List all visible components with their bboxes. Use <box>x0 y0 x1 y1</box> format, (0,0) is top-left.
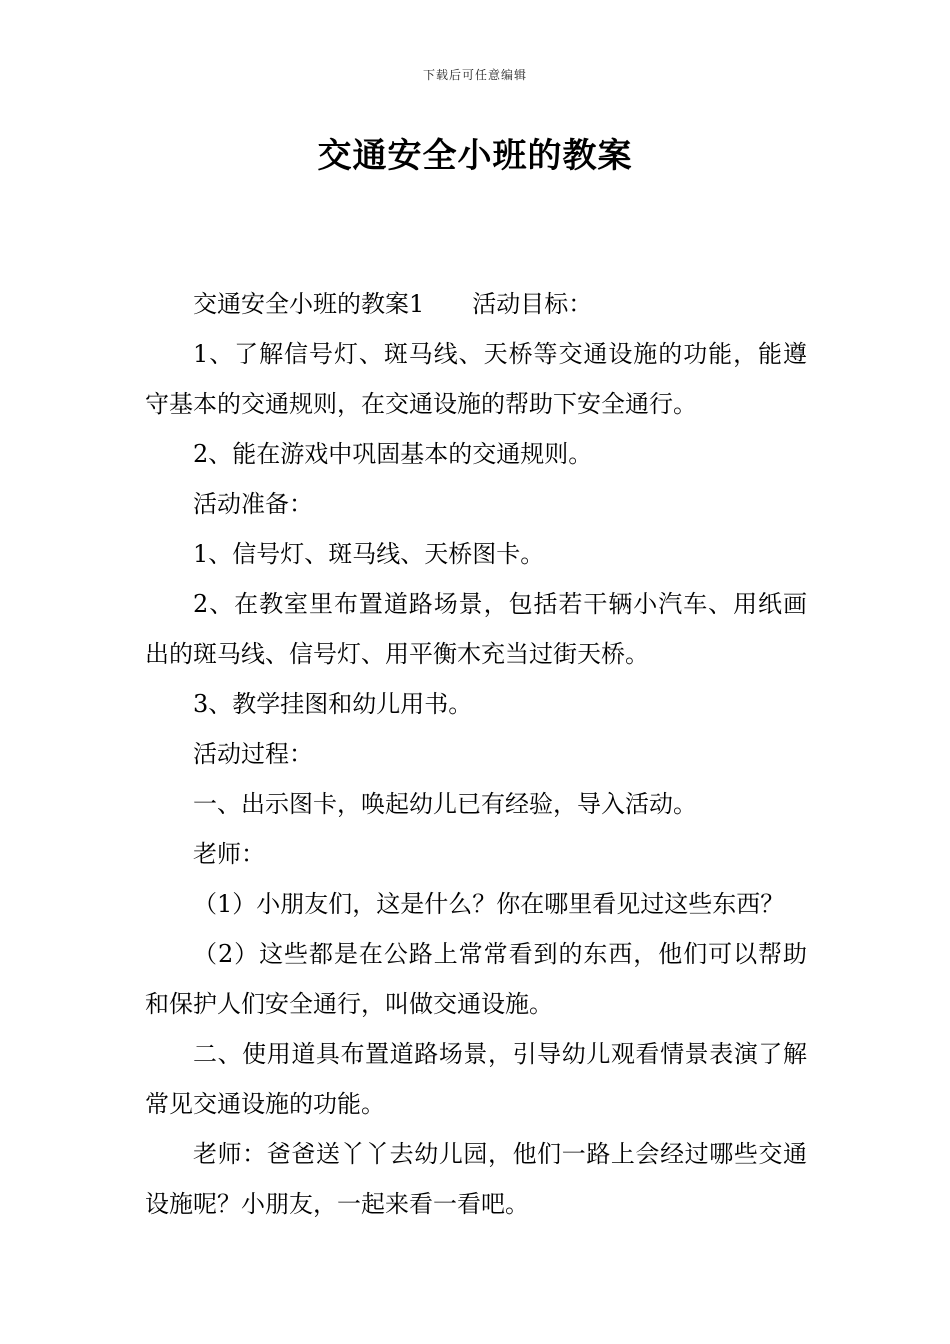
paragraph-process-step-2: 二、使用道具布置道路场景，引导幼儿观看情景表演了解常见交通设施的功能。 <box>145 1040 807 1118</box>
paragraph-prep-heading: 活动准备： <box>193 490 313 518</box>
paragraph-prep-1: 1、信号灯、斑马线、天桥图卡。 <box>193 540 545 568</box>
paragraph-question-1: （1）小朋友们，这是什么？你在哪里看见过这些东西？ <box>193 890 785 918</box>
paragraph-process-heading: 活动过程： <box>193 740 313 768</box>
paragraph-teacher-label: 老师： <box>193 840 265 868</box>
paragraph-prep-3: 3、教学挂图和幼儿用书。 <box>193 690 473 718</box>
paragraph-prep-2: 2、在教室里布置道路场景，包括若干辆小汽车、用纸画出的斑马线、信号灯、用平衡木充当过街天桥。 <box>145 590 807 668</box>
paragraph-question-2: （2）这些都是在公路上常常看到的东西，他们可以帮助和保护人们安全通行，叫做交通设施。 <box>145 940 807 1018</box>
header-note: 下载后可任意编辑 <box>422 68 527 82</box>
paragraph-goal-2: 2、能在游戏中巩固基本的交通规则。 <box>193 440 593 468</box>
paragraph-process-step-1: 一、出示图卡，唤起幼儿已有经验，导入活动。 <box>193 790 697 818</box>
paragraph-goal-1: 1、了解信号灯、斑马线、天桥等交通设施的功能，能遵守基本的交通规则，在交通设施的帮助下安全通行。 <box>145 340 807 418</box>
document-body <box>145 279 807 1229</box>
paragraph-intro: 交通安全小班的教案1 活动目标： <box>193 290 593 318</box>
paragraph-teacher-speech: 老师：爸爸送丫丫去幼儿园，他们一路上会经过哪些交通设施呢？小朋友，一起来看一看吧。 <box>145 1140 807 1218</box>
document-title: 交通安全小班的教案 <box>317 136 633 176</box>
